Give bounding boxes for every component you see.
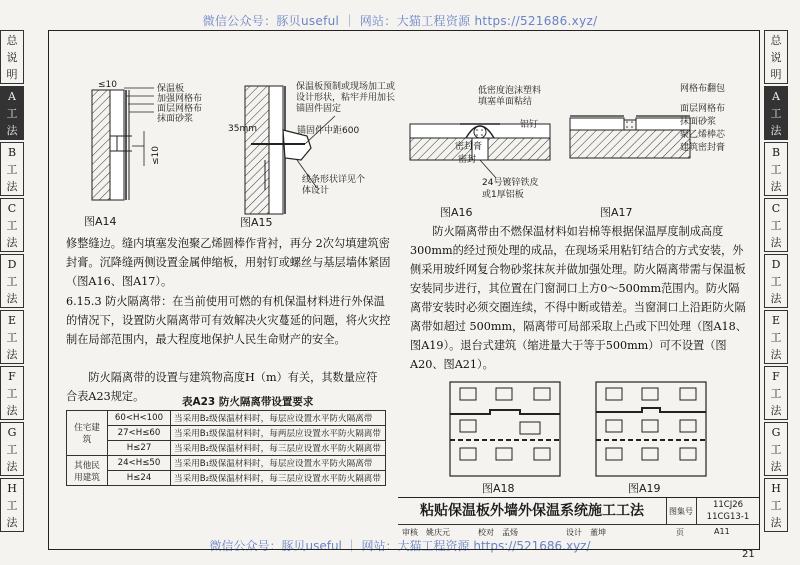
side-tab-overview[interactable] [0, 30, 24, 84]
fig-a14-dim-side: ≤10 [151, 146, 161, 165]
fig-a14-dim-top: ≤10 [98, 80, 117, 90]
table-cell-category: 其他民用建筑 [67, 456, 108, 486]
fig-a15-line-note: 线条形状详见个体设计 [302, 175, 366, 196]
page-number: 21 [742, 549, 755, 560]
side-tab-b[interactable] [0, 142, 24, 196]
side-tab-f[interactable] [0, 366, 24, 420]
signature-row [398, 524, 760, 541]
fig-a17-caption: 图A17 [600, 206, 633, 219]
side-tab-label: A工法 [770, 89, 782, 137]
title-block [398, 497, 760, 540]
fig-a19-caption: 图A19 [628, 482, 661, 495]
left-paragraph-2-heading: 6.15.3 防火隔离带： [66, 295, 173, 308]
side-tab-b-right[interactable] [764, 142, 788, 196]
side-tab-h[interactable] [0, 478, 24, 532]
side-tab-label: G工法 [6, 425, 18, 473]
check-name: 孟炀 [502, 528, 518, 537]
fig-a17-label-1: 网格布翻包 [680, 84, 726, 94]
fig-a15-anchor-note: 锚固件中距600 [297, 126, 360, 136]
fig-a15-note: 保温板预制或现场加工或设计形状，粘牢并用加长锚固件固定 [296, 82, 396, 114]
side-tab-c[interactable] [0, 198, 24, 252]
side-tab-label: C工法 [6, 201, 18, 249]
check-label: 校对 [478, 528, 494, 537]
sidebar-right [764, 30, 788, 540]
table-cell-requirement: 当采用B₁级保温材料时，每层应设置水平防火隔离带 [171, 456, 386, 471]
figure-a18-drawing [450, 382, 560, 477]
table-cell-height: 60<H<100 [108, 411, 171, 426]
atlas-number-1: 11CJ26 [712, 500, 744, 510]
left-paragraph-1: 修整缝边。缝内填塞发泡聚乙烯圆棒作背衬，再分 2次勾填建筑密封膏。沉降缝两侧设置金属伸缩板，用射钉或螺丝与基层墙体紧固（图A16、图A17）。 [66, 237, 391, 288]
table-cell-height: 24<H≤50 [108, 456, 171, 471]
side-tab-e-right[interactable] [764, 310, 788, 364]
review-label: 审核 [402, 528, 418, 537]
side-tab-d-right[interactable] [764, 254, 788, 308]
atlas-number-2: 11CG13-1 [706, 512, 750, 522]
fig-a14-label-2: 加强网格布 [157, 94, 203, 104]
figure-a19-drawing [596, 382, 706, 477]
fig-a15-caption: 图A15 [240, 216, 273, 229]
fig-a18-caption: 图A18 [482, 482, 515, 495]
side-tab-f-right[interactable] [764, 366, 788, 420]
table-cell-requirement: 当采用B₁级保温材料时，每两层应设置水平防火隔离带 [171, 426, 386, 441]
fig-a16-label-4: 密封膏 [455, 142, 483, 152]
side-tab-label: D工法 [6, 257, 18, 305]
side-tab-label: D工法 [770, 257, 782, 305]
page-code: A11 [714, 527, 730, 536]
side-tab-label: G工法 [770, 425, 782, 473]
side-tab-h-right[interactable] [764, 478, 788, 532]
fig-a14-label-3: 面层网格布 [157, 104, 203, 114]
side-tab-label: A工法 [6, 89, 18, 137]
fig-a14-label-4: 抹面砂浆 [157, 114, 194, 124]
figure-a17-drawing [570, 80, 690, 200]
side-tab-label: B工法 [6, 145, 18, 193]
side-tab-label: 总说明 [6, 33, 18, 81]
side-tab-label: F工法 [6, 369, 18, 417]
table-cell-height: H≤24 [108, 471, 171, 486]
side-tab-e[interactable] [0, 310, 24, 364]
fig-a16-caption: 图A16 [440, 206, 473, 219]
side-tab-g[interactable] [0, 422, 24, 476]
side-tab-a[interactable] [0, 86, 24, 140]
side-tab-label: B工法 [770, 145, 782, 193]
fig-a16-label-5: 密封 [458, 155, 477, 165]
atlas-number [696, 498, 760, 525]
table-row [67, 426, 386, 441]
table-caption: 表A23 防火隔离带设置要求 [182, 396, 314, 408]
fire-barrier-table [66, 410, 386, 486]
table-cell-height: 27<H≤60 [108, 426, 171, 441]
table-row [67, 471, 386, 486]
fig-a17-label-2: 面层网格布 [680, 104, 726, 114]
side-tab-label: E工法 [770, 313, 782, 361]
fig-a17-label-4: 聚乙烯棒芯 [680, 130, 726, 140]
table-cell-requirement: 当采用B₂级保温材料时，每三层应设置水平防火隔离带 [171, 471, 386, 486]
fig-a16-label-3: 铝钉 [520, 120, 539, 130]
fig-a16-label-2: 填塞单面粘结 [478, 97, 533, 107]
fig-a15-dim: 35mm [228, 124, 257, 134]
watermark-top: 微信公众号：豚贝useful ｜ 网站：大猫工程资源 https://521686.xyz/ [202, 14, 598, 28]
table-cell-requirement: 当采用B₂级保温材料时，每层应设置水平防火隔离带 [171, 411, 386, 426]
drawing-title: 粘贴保温板外墙外保温系统施工工法 [398, 498, 667, 524]
table-cell-requirement: 当采用B₂级保温材料时，每三层应设置水平防火隔离带 [171, 441, 386, 456]
table-row [67, 441, 386, 456]
right-paragraph-1: 防火隔离带由不燃保温材料如岩棉等根据保温厚度制成高度 300mm的经过预处理的成品，在现场采用粘钉结合的方式安装，外侧采用玻纤网复合物砂浆抹灰并做加强处理。防火隔离带需与保温板安装同步进行，其位置在门窗洞口上方0～500mm范围内。防火隔离带安装时必须交圈连续，不得中断或错差。当窗洞口上沿距防火隔离带如超过 500mm，隔离带可局部采取上凸或下凹处理（图A18、图A19）。退台式建筑（缩进量大于等于500mm）可不设置（图A20、图A21）。 [410, 225, 747, 371]
fig-a16-label-1: 低密度泡沫塑料 [478, 86, 542, 96]
page-label: 页 [676, 528, 684, 537]
review-name: 姚庆元 [426, 528, 450, 537]
side-tab-label: H工法 [770, 481, 782, 529]
fig-a14-caption: 图A14 [84, 215, 117, 228]
table-cell-category: 住宅建筑 [67, 411, 108, 456]
left-paragraph-2 [66, 292, 392, 349]
sidebar-left [0, 30, 24, 540]
table-cell-height: H≤27 [108, 441, 171, 456]
side-tab-a-right[interactable] [764, 86, 788, 140]
fig-a17-label-5: 建筑密封膏 [680, 143, 726, 153]
fig-a17-label-3: 抹面砂浆 [680, 117, 717, 127]
side-tab-d[interactable] [0, 254, 24, 308]
watermark-bottom: 微信公众号：豚贝useful ｜ 网站：大猫工程资源 https://521686.xyz/ [209, 539, 591, 553]
side-tab-label: H工法 [6, 481, 18, 529]
atlas-label: 图集号 [666, 498, 697, 524]
fig-a16-plate: 24号镀锌铁皮 [482, 178, 539, 188]
side-tab-label: E工法 [6, 313, 18, 361]
table-row [67, 411, 386, 426]
side-tab-c-right[interactable] [764, 198, 788, 252]
side-tab-g-right[interactable] [764, 422, 788, 476]
side-tab-label: C工法 [770, 201, 782, 249]
table-row [67, 456, 386, 471]
design-name: 董坤 [590, 528, 606, 537]
side-tab-label: 总说明 [770, 33, 782, 81]
left-paragraph-3: 防火隔离带的设置与建筑物高度H（m）有关，其数量应符合表A23规定。 [66, 371, 378, 403]
side-tab-label: F工法 [770, 369, 782, 417]
fig-a14-label-1: 保温板 [157, 84, 185, 94]
design-label: 设计 [566, 528, 582, 537]
left-paragraph-2-body: 在当前使用可燃的有机保温材料进行外保温的情况下，设置防火隔离带可有效解决火灾蔓延的问题，将火灾控制在局部范围内，最大程度地保护人民生命财产的安全。 [66, 295, 391, 346]
fig-a16-plate2: 或1厚铝板 [482, 190, 524, 200]
side-tab-overview-right[interactable] [764, 30, 788, 84]
